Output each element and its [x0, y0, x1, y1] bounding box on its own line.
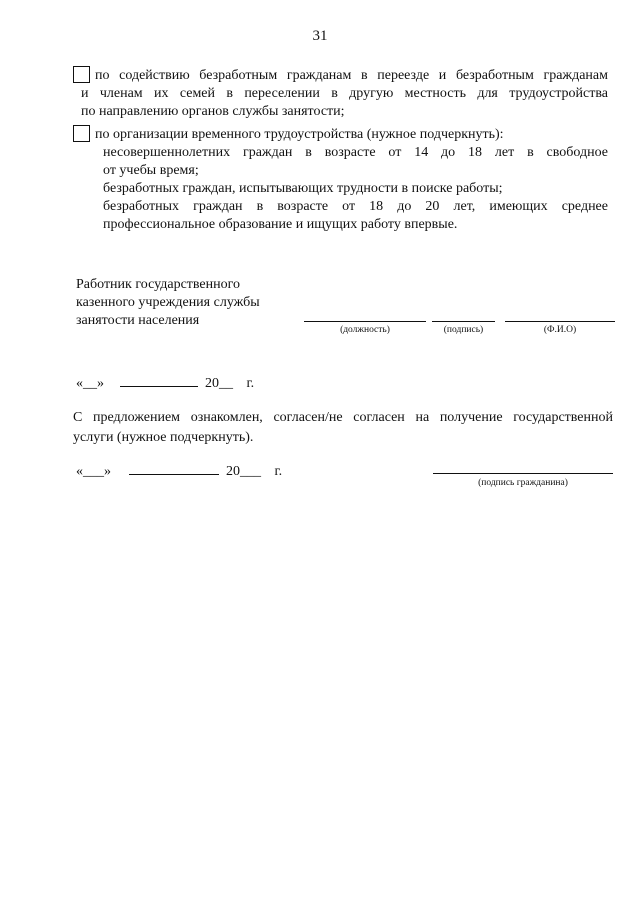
consent-line: услуги (нужное подчеркнуть). [73, 430, 254, 445]
option-temporary-employment [73, 126, 608, 234]
citizen-date [76, 462, 282, 481]
year-prefix: 20 [226, 464, 240, 479]
option-line: по содействию безработным гражданам в переезде и безработным гражданам [95, 68, 608, 83]
day-field[interactable]: __ [83, 376, 97, 391]
citizen-signature-field[interactable] [433, 473, 613, 474]
option-sub-line: профессиональное образование и ищущих работу впервые. [103, 217, 458, 232]
consent-statement [73, 408, 613, 448]
year-suffix: г. [274, 464, 283, 479]
quote-open: « [76, 376, 83, 391]
relocation-checkbox[interactable] [73, 66, 90, 83]
option-sub-line[interactable]: несовершеннолетних граждан в возрасте от 14 до 18 лет в свободное [103, 145, 608, 160]
position-field[interactable] [304, 321, 426, 322]
worker-date [76, 374, 254, 393]
year-field[interactable]: ___ [240, 464, 261, 479]
year-field[interactable]: __ [219, 376, 233, 391]
option-relocation [73, 67, 608, 121]
month-field[interactable] [120, 374, 198, 387]
month-field[interactable] [129, 462, 219, 475]
signature-field[interactable] [432, 321, 495, 322]
quote-open: « [76, 464, 83, 479]
option-sub-line[interactable]: безработных граждан, испытывающих трудности в поиске работы; [103, 181, 503, 196]
worker-title-line: занятости населения [76, 313, 200, 328]
temporary-employment-checkbox[interactable] [73, 125, 90, 142]
quote-close: » [104, 464, 111, 479]
name-caption: (Ф.И.О) [543, 325, 577, 335]
option-line: по направлению органов службы занятости; [81, 104, 345, 119]
option-sub-line[interactable]: безработных граждан в возрасте от 18 до 20 лет, имеющих среднее [103, 199, 608, 214]
citizen-signature-caption: (подпись гражданина) [478, 478, 568, 488]
signature-caption: (подпись) [443, 325, 484, 335]
option-line: и членам их семей в переселении в другую местность для трудоустройства [81, 86, 608, 101]
day-field[interactable]: ___ [83, 464, 104, 479]
option-sub-line: от учебы время; [103, 163, 199, 178]
option-line: по организации временного трудоустройства (нужное подчеркнуть): [95, 127, 504, 142]
quote-close: » [97, 376, 104, 391]
worker-title [76, 276, 260, 330]
position-caption: (должность) [340, 325, 390, 335]
year-prefix: 20 [205, 376, 219, 391]
consent-line: С предложением ознакомлен, согласен/не согласен на получение государственной [73, 410, 613, 425]
full-name-field[interactable] [505, 321, 615, 322]
worker-title-line: казенного учреждения службы [76, 295, 260, 310]
worker-title-line: Работник государственного [76, 277, 241, 292]
year-suffix: г. [246, 376, 255, 391]
page-number: 31 [312, 28, 328, 44]
